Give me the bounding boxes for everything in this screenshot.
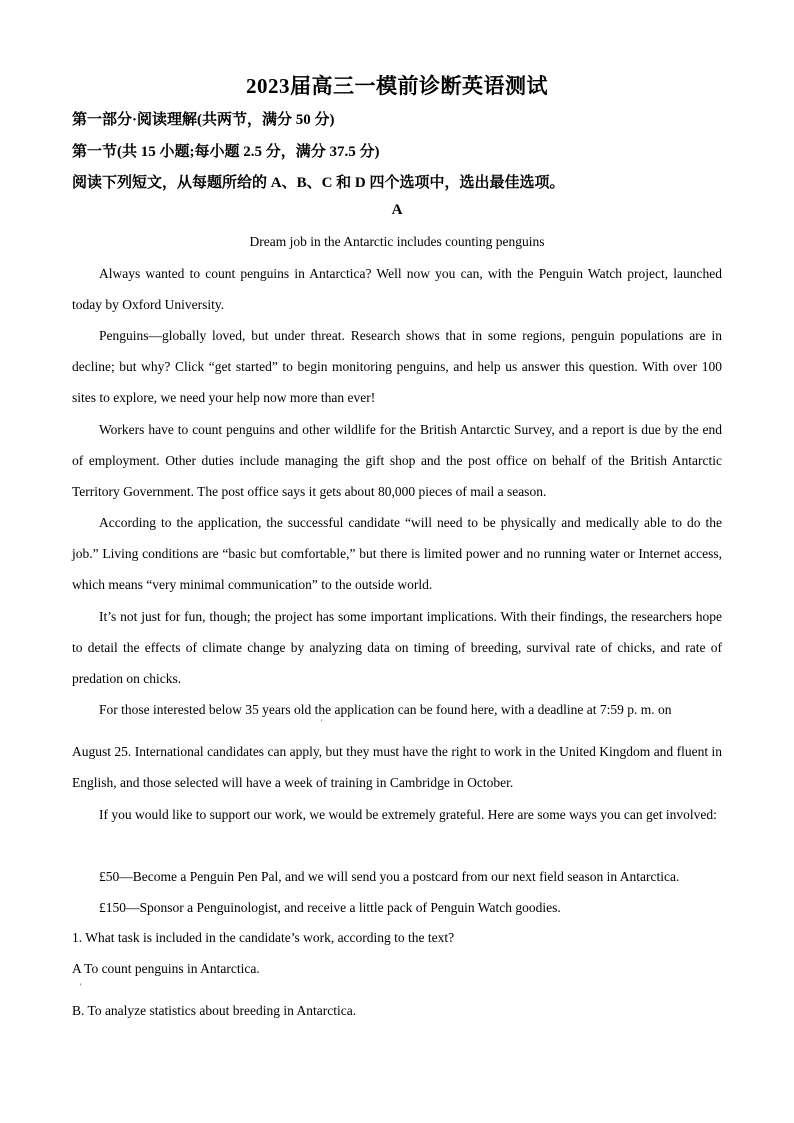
paragraph-5: It’s not just for fun, though; the project has some important implications. With their findings, the researchers hope to detail the effects of climate change by analyzing data on timing of breeding, survival rate of chicks, and rate of predation on chicks. bbox=[72, 609, 722, 686]
passage-title: Dream job in the Antarctic includes counting penguins bbox=[249, 234, 545, 249]
paragraph-9: £150—Sponsor a Penguinologist, and receive a little pack of Penguin Watch goodies. bbox=[99, 900, 561, 915]
section-heading: 第一节(共 15 小题;每小题 2.5 分，满分 37.5 分) bbox=[72, 144, 380, 160]
stray-mark: ' bbox=[321, 718, 323, 727]
question-1-option-a: A To count penguins in Antarctica. bbox=[72, 961, 260, 976]
passage-label: A bbox=[391, 202, 403, 218]
paragraph-6-line-1: For those interested below 35 years old the application can be found here, with a deadline at 7:59 p. m. on bbox=[99, 702, 672, 717]
paragraph-4: According to the application, the successful candidate “will need to be physically and medically able to do the job.” Living conditions are “basic but comfortable,” but there is limited power and no running water or Internet access, which means “very minimal communication” to the outside world. bbox=[72, 515, 722, 592]
question-1-stem: 1. What task is included in the candidate’s work, according to the text? bbox=[72, 930, 455, 945]
paragraph-6-continued: August 25. International candidates can apply, but they must have the right to work in the United Kingdom and fluent in English, and those selected will have a week of training in Cambridge in October. bbox=[72, 744, 722, 790]
paragraph-8: £50—Become a Penguin Pen Pal, and we will send you a postcard from our next field season in Antarctica. bbox=[99, 869, 680, 884]
document-title: 2023届高三一模前诊断英语测试 bbox=[246, 74, 548, 98]
paragraph-3: Workers have to count penguins and other wildlife for the British Antarctic Survey, and a report is due by the end of employment. Other duties include managing the gift shop and the post office on behalf of the British Antarctic Territory Government. The post office says it gets about 80,000 pieces of mail a season. bbox=[72, 422, 722, 499]
paragraph-1: Always wanted to count penguins in Antarctica? Well now you can, with the Penguin Watch project, launched today by Oxford University. bbox=[72, 266, 722, 312]
question-1-option-b: B. To analyze statistics about breeding in Antarctica. bbox=[72, 1003, 357, 1018]
instruction-text: 阅读下列短文，从每题所给的 A、B、C 和 D 四个选项中，选出最佳选项。 bbox=[72, 175, 565, 191]
part-heading: 第一部分·阅读理解(共两节，满分 50 分) bbox=[72, 112, 335, 128]
paragraph-7: If you would like to support our work, we would be extremely grateful. Here are some ways you can get involved: bbox=[99, 807, 717, 822]
paragraph-2: Penguins—globally loved, but under threat. Research shows that in some regions, penguin populations are in decline; but why? Click “get started” to begin monitoring penguins, and help us answer this question. With over 100 sites to explore, we need your help now more than ever! bbox=[72, 328, 722, 405]
stray-mark: ' bbox=[80, 982, 82, 991]
